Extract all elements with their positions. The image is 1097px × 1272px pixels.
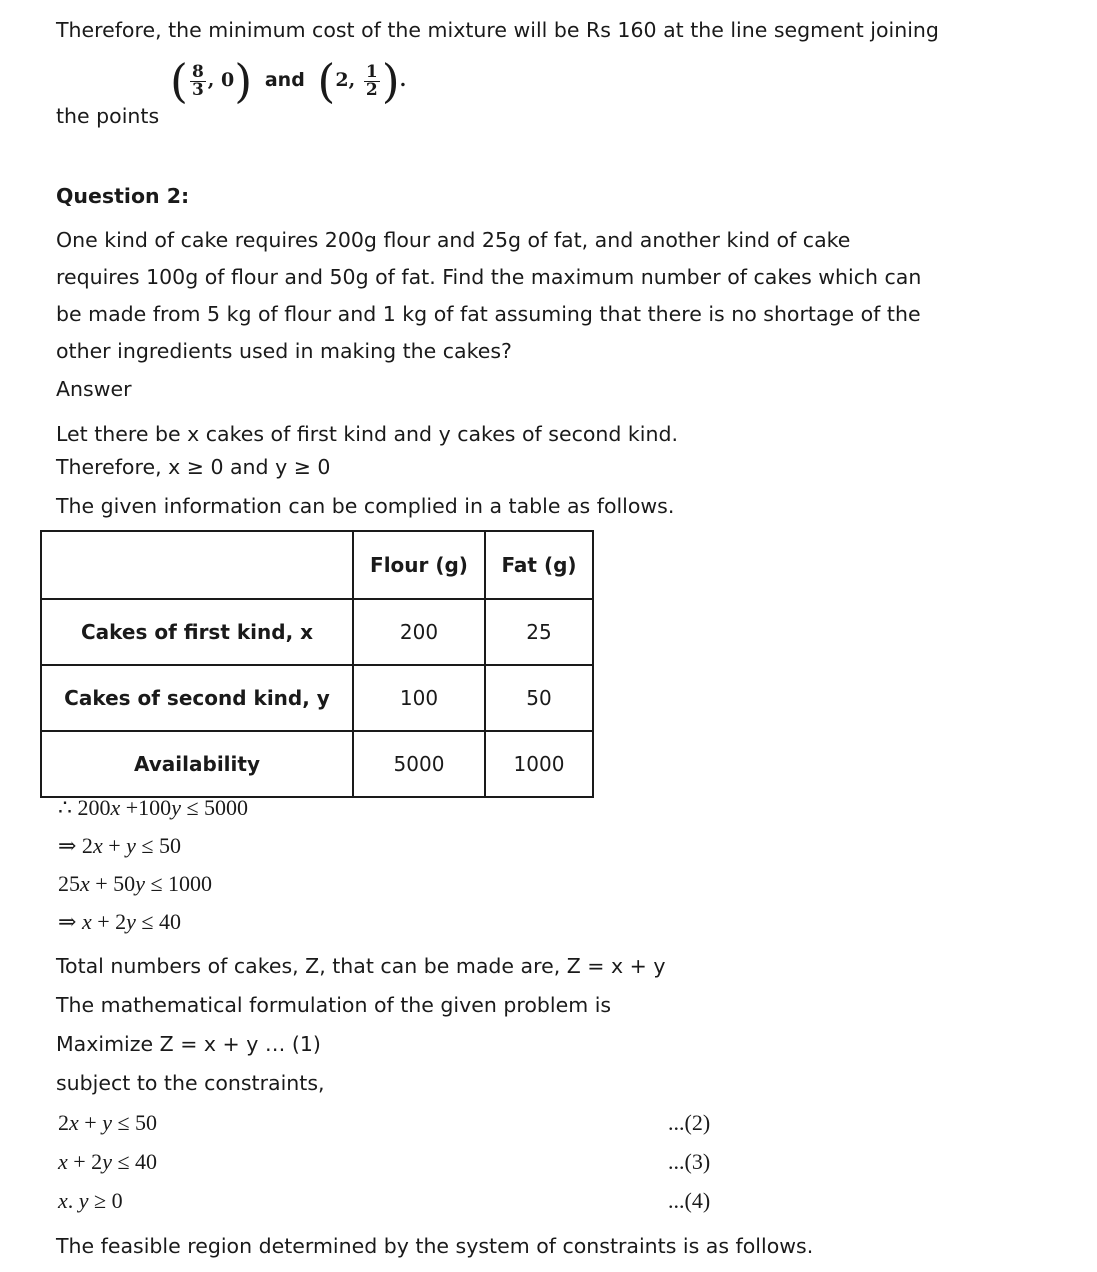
question-text-line: other ingredients used in making the cakes? xyxy=(56,339,512,363)
constraint-line: x + 2y ≤ 40 xyxy=(58,1149,158,1174)
points-expression: ( $\frac{8}{3}$ , 0) and (2, $\frac{1}{2}$ ). xyxy=(170,54,407,108)
table-cell: 5000 xyxy=(353,731,485,797)
table-cell: Cakes of second kind, y xyxy=(41,665,353,731)
table-cell: 200 xyxy=(353,599,485,665)
table-row xyxy=(41,731,593,797)
table-row xyxy=(41,665,593,731)
derivation-line: ∴ 200x +100y ≤ 5000 xyxy=(58,795,249,820)
table-header-cell: Flour (g) xyxy=(353,531,485,599)
formulation-line: The mathematical formulation of the given problem is xyxy=(56,993,612,1017)
question-text-line: requires 100g of flour and 50g of fat. Find the maximum number of cakes which can xyxy=(56,265,922,289)
table-header-cell: Fat (g) xyxy=(485,531,593,599)
answer-line: The given information can be complied in a table as follows. xyxy=(56,494,675,518)
formulation-line: Total numbers of cakes, Z, that can be made are, Z = x + y xyxy=(56,954,666,978)
info-table xyxy=(40,530,594,798)
table-cell: 100 xyxy=(353,665,485,731)
table-cell: 50 xyxy=(485,665,593,731)
constraint-line: x. y ≥ 0 xyxy=(58,1188,123,1213)
table-header-row xyxy=(41,531,593,599)
answer-line: Therefore, x ≥ 0 and y ≥ 0 xyxy=(56,455,331,479)
question-title: Question 2: xyxy=(56,184,190,208)
table-cell: 25 xyxy=(485,599,593,665)
open-paren: ( xyxy=(170,54,188,108)
table-cell: Availability xyxy=(41,731,353,797)
table-row xyxy=(41,599,593,665)
table-cell: Cakes of first kind, x xyxy=(41,599,353,665)
question-text-line: be made from 5 kg of flour and 1 kg of fat assuming that there is no shortage of the xyxy=(56,302,921,326)
final-line: The feasible region determined by the system of constraints is as follows. xyxy=(56,1234,814,1258)
table-header-cell xyxy=(41,531,353,599)
constraint-line: 2x + y ≤ 50 xyxy=(58,1110,158,1135)
fraction-8-3: $\frac{8}{3}$ xyxy=(191,61,204,100)
question-text-line: One kind of cake requires 200g flour and 25g of fat, and another kind of cake xyxy=(56,228,851,252)
fraction-1-2: $\frac{1}{2}$ xyxy=(365,61,378,100)
constraint-tag: ...(3) xyxy=(668,1149,711,1174)
answer-label: Answer xyxy=(56,377,132,401)
constraint-tag: ...(4) xyxy=(668,1188,711,1213)
derivation-line: ⇒ 2x + y ≤ 50 xyxy=(58,833,181,858)
points-label: the points xyxy=(56,104,160,128)
derivation-line: 25x + 50y ≤ 1000 xyxy=(58,871,213,896)
formulation-line: subject to the constraints, xyxy=(56,1071,325,1095)
table-cell: 1000 xyxy=(485,731,593,797)
derivation-line: ⇒ x + 2y ≤ 40 xyxy=(58,909,181,934)
constraint-tag: ...(2) xyxy=(668,1110,711,1135)
formulation-line: Maximize Z = x + y … (1) xyxy=(56,1032,321,1056)
answer-line: Let there be x cakes of first kind and y cakes of second kind. xyxy=(56,422,678,446)
intro-line: Therefore, the minimum cost of the mixture will be Rs 160 at the line segment joining xyxy=(56,18,939,42)
